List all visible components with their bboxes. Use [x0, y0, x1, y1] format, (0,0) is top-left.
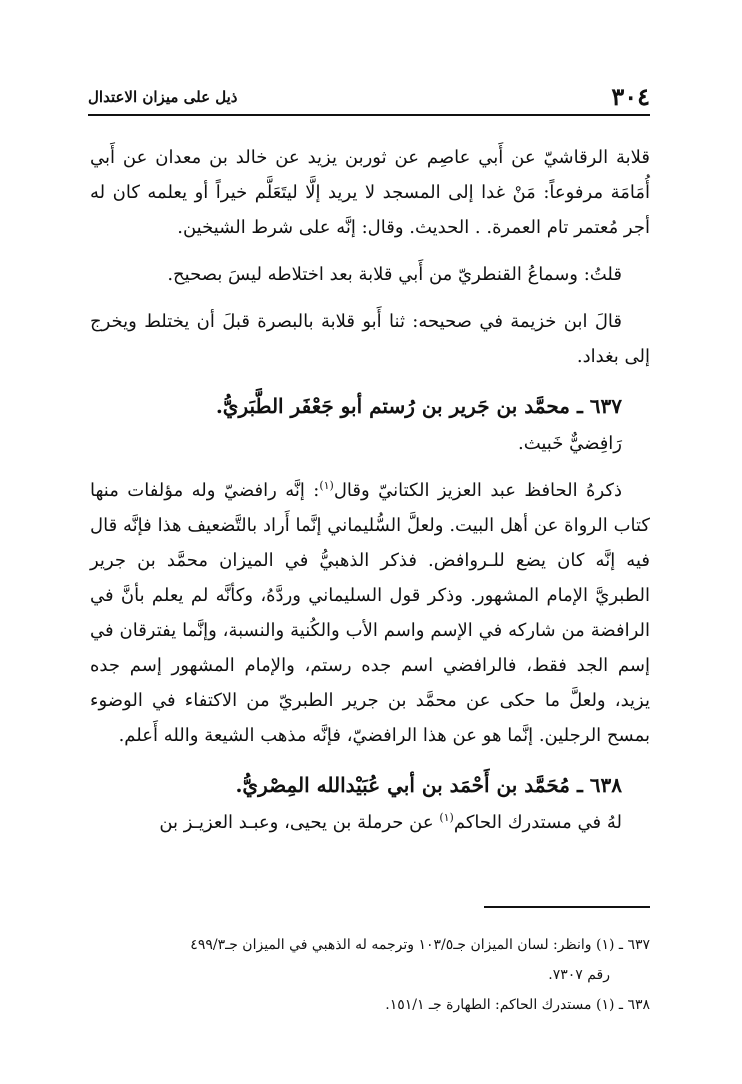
footnote-ref-638: (١) — [439, 811, 454, 824]
paragraph-3: قالَ ابن خزيمة في صحيحه: ثنا أَبو قلابة بالبصرة قبلَ أن يختلط ويخرج إلى بغداد. — [90, 311, 650, 367]
paragraph-6-lead: لهُ في مستدرك الحاكم — [453, 812, 622, 833]
main-text — [90, 140, 650, 840]
paragraph-1: قلابة الرقاشيّ عن أَبي عاصِم عن ثوربن يزيد عن خالد بن معدان عن أَبي أُمَامَة مرفوعاً: مَنْ غدا إلى المسجد لا يريد إلَّا ليتَعَلَّم خيراً أو يعلمه كان له أجر مُعتمر تام العمرة. . الحديث. وقال: إنَّه على شرط الشيخين. — [90, 147, 650, 238]
paragraph-4: رَافِضيٌّ خَبيث. — [517, 433, 622, 454]
paragraph-6-rest: عن حرملة بن يحيى، وعبـد العزيـز بن — [159, 812, 440, 833]
running-title: ذيل على ميزان الاعتدال — [88, 88, 238, 106]
footnote-separator — [484, 906, 650, 908]
paragraph-5 — [90, 473, 650, 753]
entry-heading-637: ٦٣٧ ـ محمَّد بن جَرير بن رُستم أبو جَعْفَر الطَّبَريُّ. — [215, 394, 622, 418]
footnote-ref-637: (١) — [319, 479, 334, 492]
paragraph-6 — [90, 805, 650, 840]
footnote-637-continuation: رقم ٧٣٠٧. — [548, 967, 610, 983]
header-rule — [88, 114, 650, 116]
running-header — [88, 82, 650, 112]
footnote-637: ٦٣٧ ـ (١) وانظر: لسان الميزان جـ١٠٣/٥ وترجمه له الذهبي في الميزان جـ٤٩٩/٣ — [190, 937, 650, 953]
footnote-638: ٦٣٨ ـ (١) مستدرك الحاكم: الطهارة جـ ١٥١/١. — [385, 997, 650, 1013]
paragraph-5-lead: ذكرهُ الحافظ عبد العزيز الكتانيّ وقال — [333, 480, 622, 501]
footnotes — [90, 930, 650, 1020]
paragraph-2: قلتُ: وسماعُ القنطريّ من أَبي قلابة بعد اختلاطه ليسَ بصحيح. — [167, 264, 622, 285]
entry-heading-638: ٦٣٨ ـ مُحَمَّد بن أَحْمَد بن أبي عُبَيْدالله المِصْريُّ. — [235, 773, 622, 797]
paragraph-5-rest: : إنَّه رافضيّ وله مؤلفات منها كتاب الرواة عن أهل البيت. ولعلَّ السُّليماني إنَّما أَراد بالتَّضعيف هذا فإنَّه قال فيه إنَّه كان يضع للـروافض. فذكر الذهبيُّ في الميزان محمَّد بن جرير الطبريَّ الإمام المشهور. وذكر قول السليماني وردَّهُ، وكأنَّه لم يعلم بأنَّ في الرافضة من شاركه في الإسم واسم الأب والكُنية والنسبة، وإنَّما يفترقان في إسم الجد فقط، فالرافضي اسم جده رستم، والإمام المشهور إسم جده يزيد، ولعلَّ ما حكى عن محمَّد بن جرير الطبريّ من الاكتفاء في الوضوء بمسح الرجلين. إنَّما هو عن هذا الرافضيّ، فإنَّه مذهب الشيعة والله أَعلم. — [90, 480, 650, 746]
page-number: ٣٠٤ — [611, 82, 650, 111]
